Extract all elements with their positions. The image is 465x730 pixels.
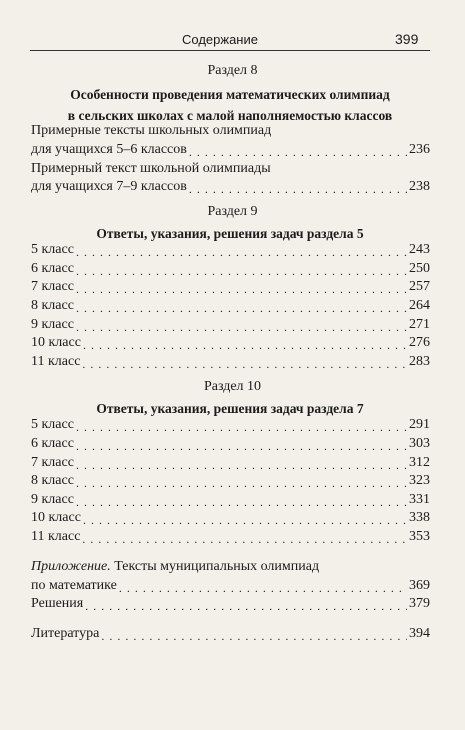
- toc-entry-10-7[interactable]: [31, 527, 430, 547]
- leader-dots: [101, 628, 407, 644]
- leader-dots: [76, 281, 407, 297]
- toc-entry-label: 7 класс: [31, 279, 74, 294]
- leader-dots: [76, 475, 407, 491]
- toc-entry-page: 303: [409, 436, 430, 451]
- toc-entry-page: 331: [409, 492, 430, 507]
- toc-entry-10-2[interactable]: [31, 434, 430, 454]
- toc-entry-page: 271: [409, 317, 430, 332]
- leader-dots: [85, 598, 407, 614]
- leader-dots: [76, 300, 407, 316]
- toc-entry-label: 6 класс: [31, 436, 74, 451]
- toc-entry-label: 9 класс: [31, 317, 74, 332]
- toc-entry-page: 312: [409, 455, 430, 470]
- toc-entry-solutions[interactable]: [31, 594, 430, 614]
- toc-entry-10-1[interactable]: [31, 415, 430, 435]
- toc-entry-8-2-line1: Примерный текст школьной олимпиады: [31, 161, 271, 176]
- toc-entry-page: 238: [409, 179, 430, 194]
- header-rule: [30, 50, 430, 51]
- leader-dots: [76, 419, 407, 435]
- toc-entry-appendix[interactable]: [31, 576, 430, 596]
- toc-entry-8-1-line1: Примерные тексты школьных олимпиад: [31, 123, 272, 138]
- section-10-title: Ответы, указания, решения задач раздела 7: [96, 401, 364, 416]
- toc-entry-page: 257: [409, 279, 430, 294]
- toc-entry-page: 250: [409, 261, 430, 276]
- toc-entry-9-4[interactable]: [31, 296, 430, 316]
- leader-dots: [189, 181, 407, 197]
- toc-entry-page: 323: [409, 473, 430, 488]
- toc-entry-10-6[interactable]: [31, 508, 430, 528]
- toc-entry-label: Решения: [31, 596, 84, 611]
- header-page-number: 399: [395, 31, 419, 47]
- section-8-title-line2: в сельских школах с малой наполняемостью классов: [67, 108, 393, 123]
- toc-entry-9-3[interactable]: [31, 277, 430, 297]
- toc-entry-label: 7 класс: [31, 455, 74, 470]
- toc-entry-page: 283: [409, 354, 430, 369]
- toc-entry-label: 11 класс: [31, 529, 81, 544]
- toc-entry-literature[interactable]: [31, 624, 430, 644]
- toc-entry-page: 394: [409, 626, 430, 641]
- appendix-prefix: Приложение.: [31, 559, 111, 574]
- leader-dots: [82, 356, 407, 372]
- toc-entry-label: 8 класс: [31, 473, 74, 488]
- toc-entry-9-5[interactable]: [31, 315, 430, 335]
- toc-entry-9-1[interactable]: [31, 240, 430, 260]
- toc-entry-page: 338: [409, 510, 430, 525]
- toc-entry-label: 10 класс: [31, 510, 81, 525]
- toc-entry-label: по математике: [31, 578, 117, 593]
- section-9-heading: Раздел 9: [207, 204, 258, 219]
- toc-entry-10-3[interactable]: [31, 453, 430, 473]
- toc-appendix-line1: [31, 557, 319, 577]
- leader-dots: [82, 531, 407, 547]
- toc-entry-label: 10 класс: [31, 335, 81, 350]
- leader-dots: [189, 144, 407, 160]
- section-8-title: [30, 84, 430, 126]
- toc-entry-label: для учащихся 5–6 классов: [31, 142, 187, 157]
- leader-dots: [83, 512, 407, 528]
- leader-dots: [83, 337, 407, 353]
- section-8-title-line1: Особенности проведения математических олимпиад: [70, 87, 390, 102]
- toc-entry-page: 379: [409, 596, 430, 611]
- toc-entry-label: 5 класс: [31, 417, 74, 432]
- toc-entry-page: 236: [409, 142, 430, 157]
- toc-entry-label: для учащихся 7–9 классов: [31, 179, 187, 194]
- toc-entry-page: 243: [409, 242, 430, 257]
- toc-entry-8-1[interactable]: [31, 140, 430, 160]
- toc-entry-page: 276: [409, 335, 430, 350]
- toc-entry-8-2[interactable]: [31, 177, 430, 197]
- toc-entry-label: 9 класс: [31, 492, 74, 507]
- toc-entry-10-5[interactable]: [31, 490, 430, 510]
- toc-entry-page: 353: [409, 529, 430, 544]
- toc-entry-9-6[interactable]: [31, 333, 430, 353]
- section-9-title: Ответы, указания, решения задач раздела 5: [96, 226, 364, 241]
- section-10-heading: Раздел 10: [203, 379, 262, 394]
- leader-dots: [76, 438, 407, 454]
- toc-entry-9-7[interactable]: [31, 352, 430, 372]
- section-8-heading: Раздел 8: [207, 63, 258, 78]
- toc-entry-label: 5 класс: [31, 242, 74, 257]
- toc-entry-10-4[interactable]: [31, 471, 430, 491]
- toc-entry-page: 264: [409, 298, 430, 313]
- page-header: [0, 0, 465, 50]
- appendix-title: Тексты муниципальных олимпиад: [110, 559, 320, 574]
- toc-entry-label: 8 класс: [31, 298, 74, 313]
- toc-entry-label: 6 класс: [31, 261, 74, 276]
- toc-entry-page: 291: [409, 417, 430, 432]
- toc-entry-label: Литература: [31, 626, 100, 641]
- toc-entry-page: 369: [409, 578, 430, 593]
- toc-entry-label: 11 класс: [31, 354, 81, 369]
- toc-entry-9-2[interactable]: [31, 259, 430, 279]
- header-title: Содержание: [182, 32, 258, 47]
- leader-dots: [76, 244, 407, 260]
